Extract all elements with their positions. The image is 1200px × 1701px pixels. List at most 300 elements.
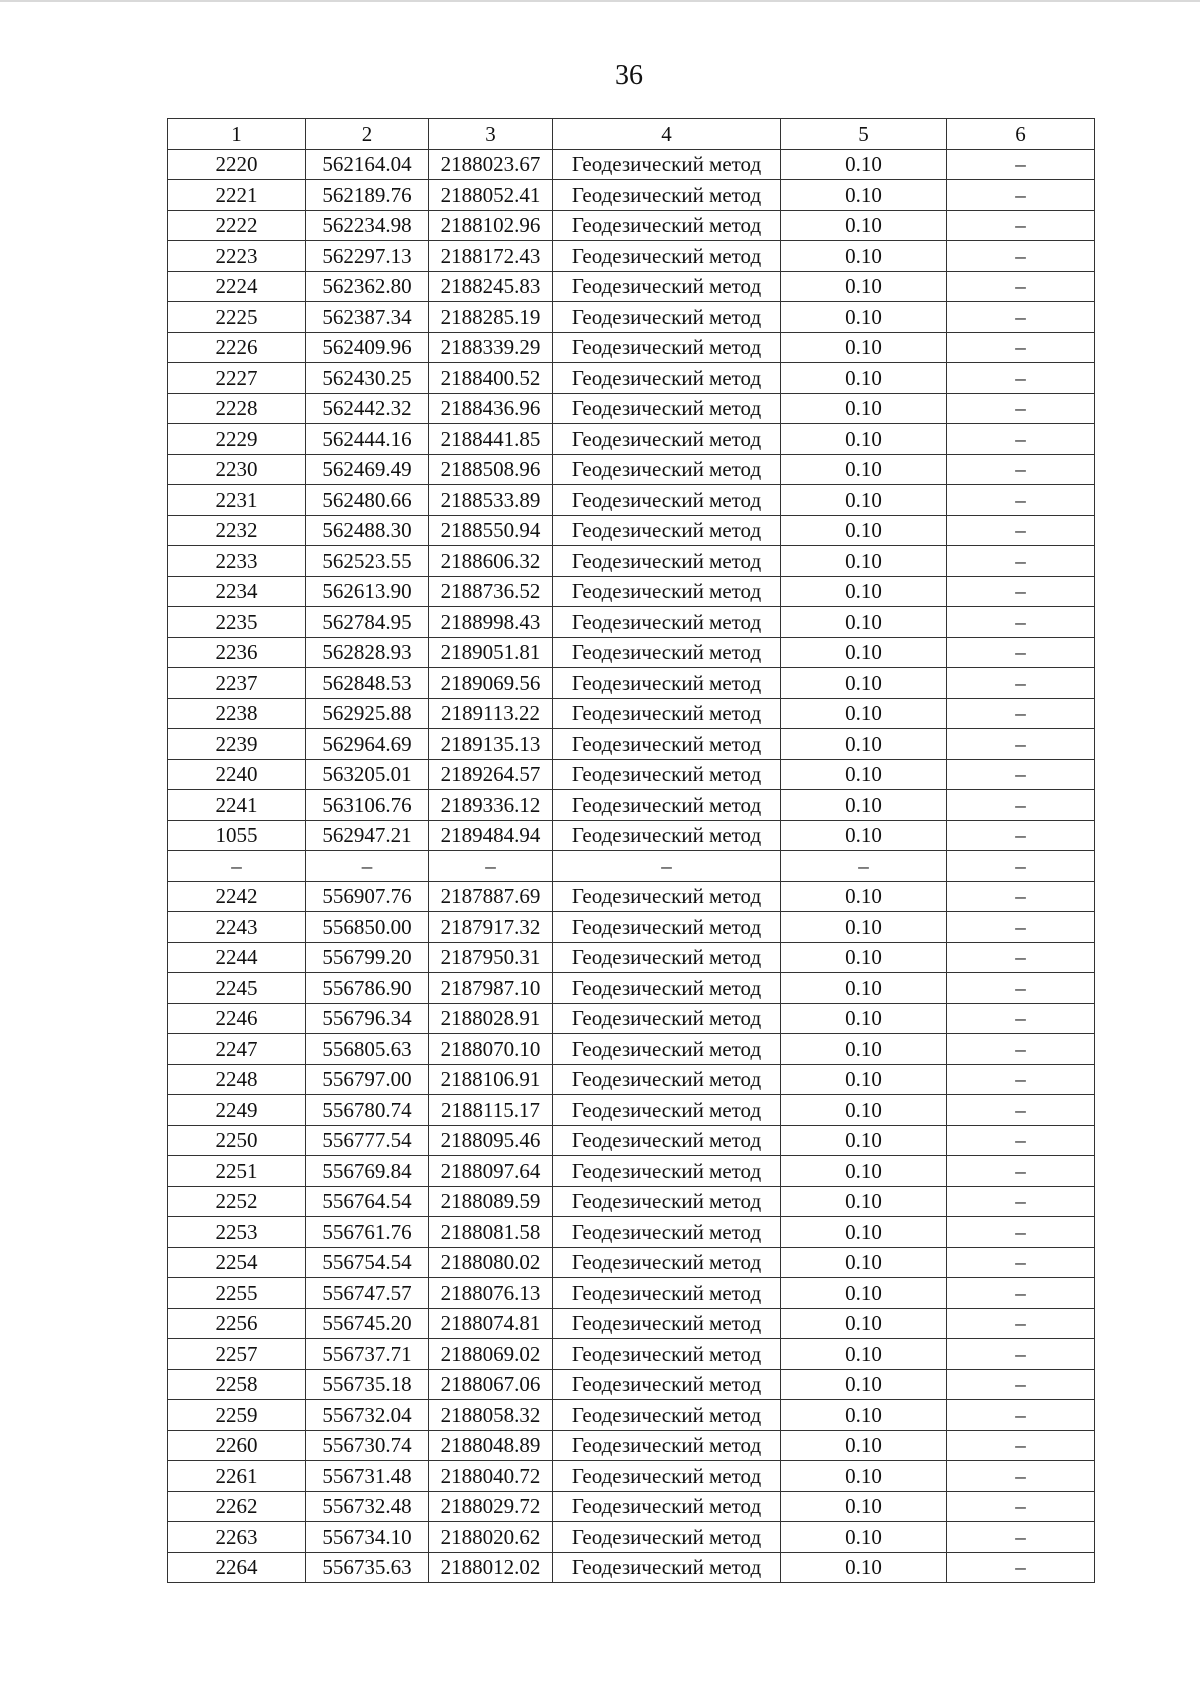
note-cell: –: [947, 1064, 1095, 1095]
y-coordinate-cell: 2188508.96: [429, 454, 553, 485]
accuracy-cell: 0.10: [781, 607, 947, 638]
accuracy-cell: 0.10: [781, 485, 947, 516]
note-cell: –: [947, 180, 1095, 211]
x-coordinate-cell: 556745.20: [306, 1308, 429, 1339]
y-coordinate-cell: 2188080.02: [429, 1247, 553, 1278]
accuracy-cell: 0.10: [781, 424, 947, 455]
point-number-cell: –: [168, 851, 306, 882]
table-row: [168, 1278, 1095, 1309]
table-row: [168, 973, 1095, 1004]
x-coordinate-cell: 562784.95: [306, 607, 429, 638]
y-coordinate-cell: 2188028.91: [429, 1003, 553, 1034]
table-row: [168, 1491, 1095, 1522]
note-cell: –: [947, 1461, 1095, 1492]
y-coordinate-cell: 2188029.72: [429, 1491, 553, 1522]
y-coordinate-cell: 2188606.32: [429, 546, 553, 577]
point-number-cell: 2233: [168, 546, 306, 577]
note-cell: –: [947, 912, 1095, 943]
accuracy-cell: 0.10: [781, 149, 947, 180]
method-cell: Геодезический метод: [553, 1522, 781, 1553]
table-body: [168, 149, 1095, 1583]
method-cell: Геодезический метод: [553, 180, 781, 211]
y-coordinate-cell: 2188081.58: [429, 1217, 553, 1248]
table-row: [168, 912, 1095, 943]
method-cell: Геодезический метод: [553, 1369, 781, 1400]
point-number-cell: 2263: [168, 1522, 306, 1553]
x-coordinate-cell: 556731.48: [306, 1461, 429, 1492]
accuracy-cell: 0.10: [781, 729, 947, 760]
coordinates-table: [167, 118, 1095, 1583]
x-coordinate-cell: 562442.32: [306, 393, 429, 424]
accuracy-cell: 0.10: [781, 1369, 947, 1400]
point-number-cell: 2231: [168, 485, 306, 516]
method-cell: Геодезический метод: [553, 1034, 781, 1065]
accuracy-cell: 0.10: [781, 515, 947, 546]
table-row: [168, 241, 1095, 272]
y-coordinate-cell: 2188023.67: [429, 149, 553, 180]
x-coordinate-cell: 556797.00: [306, 1064, 429, 1095]
x-coordinate-cell: 562430.25: [306, 363, 429, 394]
table-row: [168, 1522, 1095, 1553]
note-cell: –: [947, 241, 1095, 272]
table-row: [168, 1186, 1095, 1217]
x-coordinate-cell: 556732.04: [306, 1400, 429, 1431]
x-coordinate-cell: 562848.53: [306, 668, 429, 699]
y-coordinate-cell: 2188102.96: [429, 210, 553, 241]
y-coordinate-cell: 2187887.69: [429, 881, 553, 912]
method-cell: Геодезический метод: [553, 729, 781, 760]
point-number-cell: 2261: [168, 1461, 306, 1492]
method-cell: Геодезический метод: [553, 241, 781, 272]
accuracy-cell: 0.10: [781, 302, 947, 333]
note-cell: –: [947, 1430, 1095, 1461]
method-cell: Геодезический метод: [553, 485, 781, 516]
table-row: [168, 851, 1095, 882]
y-coordinate-cell: 2188070.10: [429, 1034, 553, 1065]
point-number-cell: 2224: [168, 271, 306, 302]
note-cell: –: [947, 973, 1095, 1004]
point-number-cell: 2226: [168, 332, 306, 363]
y-coordinate-cell: 2188067.06: [429, 1369, 553, 1400]
y-coordinate-cell: 2188172.43: [429, 241, 553, 272]
accuracy-cell: 0.10: [781, 1095, 947, 1126]
note-cell: –: [947, 1491, 1095, 1522]
point-number-cell: 2227: [168, 363, 306, 394]
point-number-cell: 2238: [168, 698, 306, 729]
point-number-cell: 2264: [168, 1552, 306, 1583]
x-coordinate-cell: 556761.76: [306, 1217, 429, 1248]
table-row: [168, 363, 1095, 394]
x-coordinate-cell: 562488.30: [306, 515, 429, 546]
accuracy-cell: 0.10: [781, 454, 947, 485]
point-number-cell: 1055: [168, 820, 306, 851]
point-number-cell: 2239: [168, 729, 306, 760]
y-coordinate-cell: 2188020.62: [429, 1522, 553, 1553]
x-coordinate-cell: 556747.57: [306, 1278, 429, 1309]
method-cell: Геодезический метод: [553, 1308, 781, 1339]
note-cell: –: [947, 790, 1095, 821]
table-row: [168, 759, 1095, 790]
note-cell: –: [947, 454, 1095, 485]
point-number-cell: 2251: [168, 1156, 306, 1187]
point-number-cell: 2241: [168, 790, 306, 821]
accuracy-cell: 0.10: [781, 332, 947, 363]
method-cell: Геодезический метод: [553, 1430, 781, 1461]
table-row: [168, 546, 1095, 577]
x-coordinate-cell: 562297.13: [306, 241, 429, 272]
x-coordinate-cell: 562613.90: [306, 576, 429, 607]
header-cell-4: 4: [553, 119, 781, 150]
table-row: [168, 393, 1095, 424]
accuracy-cell: 0.10: [781, 1125, 947, 1156]
table-row: [168, 637, 1095, 668]
note-cell: –: [947, 546, 1095, 577]
x-coordinate-cell: 562947.21: [306, 820, 429, 851]
point-number-cell: 2220: [168, 149, 306, 180]
method-cell: Геодезический метод: [553, 302, 781, 333]
point-number-cell: 2236: [168, 637, 306, 668]
table-row: [168, 942, 1095, 973]
y-coordinate-cell: 2188436.96: [429, 393, 553, 424]
y-coordinate-cell: 2188245.83: [429, 271, 553, 302]
method-cell: Геодезический метод: [553, 271, 781, 302]
x-coordinate-cell: 562828.93: [306, 637, 429, 668]
accuracy-cell: 0.10: [781, 912, 947, 943]
y-coordinate-cell: 2188441.85: [429, 424, 553, 455]
page-number: 36: [615, 60, 643, 91]
header-cell-6: 6: [947, 119, 1095, 150]
method-cell: Геодезический метод: [553, 759, 781, 790]
accuracy-cell: 0.10: [781, 820, 947, 851]
y-coordinate-cell: –: [429, 851, 553, 882]
note-cell: –: [947, 210, 1095, 241]
y-coordinate-cell: 2188998.43: [429, 607, 553, 638]
note-cell: –: [947, 1522, 1095, 1553]
accuracy-cell: 0.10: [781, 942, 947, 973]
y-coordinate-cell: 2187987.10: [429, 973, 553, 1004]
note-cell: –: [947, 1003, 1095, 1034]
accuracy-cell: 0.10: [781, 180, 947, 211]
method-cell: Геодезический метод: [553, 1400, 781, 1431]
note-cell: –: [947, 1034, 1095, 1065]
point-number-cell: 2254: [168, 1247, 306, 1278]
y-coordinate-cell: 2188106.91: [429, 1064, 553, 1095]
note-cell: –: [947, 698, 1095, 729]
x-coordinate-cell: 556777.54: [306, 1125, 429, 1156]
y-coordinate-cell: 2189264.57: [429, 759, 553, 790]
method-cell: Геодезический метод: [553, 1552, 781, 1583]
method-cell: Геодезический метод: [553, 332, 781, 363]
note-cell: –: [947, 881, 1095, 912]
x-coordinate-cell: 556764.54: [306, 1186, 429, 1217]
accuracy-cell: 0.10: [781, 1308, 947, 1339]
table-row: [168, 1369, 1095, 1400]
note-cell: –: [947, 1217, 1095, 1248]
accuracy-cell: 0.10: [781, 1003, 947, 1034]
method-cell: Геодезический метод: [553, 424, 781, 455]
y-coordinate-cell: 2188048.89: [429, 1430, 553, 1461]
method-cell: Геодезический метод: [553, 1339, 781, 1370]
note-cell: –: [947, 1186, 1095, 1217]
y-coordinate-cell: 2189336.12: [429, 790, 553, 821]
y-coordinate-cell: 2187917.32: [429, 912, 553, 943]
x-coordinate-cell: 556769.84: [306, 1156, 429, 1187]
method-cell: Геодезический метод: [553, 515, 781, 546]
accuracy-cell: 0.10: [781, 271, 947, 302]
note-cell: –: [947, 1125, 1095, 1156]
y-coordinate-cell: 2188736.52: [429, 576, 553, 607]
accuracy-cell: 0.10: [781, 698, 947, 729]
table-row: [168, 1003, 1095, 1034]
x-coordinate-cell: 562234.98: [306, 210, 429, 241]
point-number-cell: 2259: [168, 1400, 306, 1431]
y-coordinate-cell: 2188115.17: [429, 1095, 553, 1126]
table-row: [168, 302, 1095, 333]
table-row: [168, 271, 1095, 302]
table-row: [168, 149, 1095, 180]
header-cell-1: 1: [168, 119, 306, 150]
table-row: [168, 881, 1095, 912]
table-row: [168, 820, 1095, 851]
point-number-cell: 2260: [168, 1430, 306, 1461]
x-coordinate-cell: 556735.63: [306, 1552, 429, 1583]
note-cell: –: [947, 485, 1095, 516]
y-coordinate-cell: 2188074.81: [429, 1308, 553, 1339]
table-row: [168, 1125, 1095, 1156]
method-cell: Геодезический метод: [553, 1003, 781, 1034]
method-cell: Геодезический метод: [553, 1217, 781, 1248]
point-number-cell: 2252: [168, 1186, 306, 1217]
y-coordinate-cell: 2188052.41: [429, 180, 553, 211]
table-row: [168, 485, 1095, 516]
point-number-cell: 2232: [168, 515, 306, 546]
note-cell: –: [947, 942, 1095, 973]
table-row: [168, 515, 1095, 546]
point-number-cell: 2235: [168, 607, 306, 638]
method-cell: Геодезический метод: [553, 1125, 781, 1156]
table-row: [168, 1461, 1095, 1492]
y-coordinate-cell: 2188097.64: [429, 1156, 553, 1187]
table-row: [168, 1339, 1095, 1370]
y-coordinate-cell: 2188069.02: [429, 1339, 553, 1370]
method-cell: Геодезический метод: [553, 1186, 781, 1217]
method-cell: Геодезический метод: [553, 607, 781, 638]
x-coordinate-cell: 556732.48: [306, 1491, 429, 1522]
y-coordinate-cell: 2188533.89: [429, 485, 553, 516]
table-row: [168, 454, 1095, 485]
x-coordinate-cell: 563106.76: [306, 790, 429, 821]
method-cell: Геодезический метод: [553, 1461, 781, 1492]
x-coordinate-cell: 556786.90: [306, 973, 429, 1004]
method-cell: –: [553, 851, 781, 882]
y-coordinate-cell: 2189484.94: [429, 820, 553, 851]
table-row: [168, 210, 1095, 241]
point-number-cell: 2230: [168, 454, 306, 485]
y-coordinate-cell: 2188339.29: [429, 332, 553, 363]
method-cell: Геодезический метод: [553, 363, 781, 394]
point-number-cell: 2255: [168, 1278, 306, 1309]
table-row: [168, 1552, 1095, 1583]
method-cell: Геодезический метод: [553, 1247, 781, 1278]
point-number-cell: 2258: [168, 1369, 306, 1400]
point-number-cell: 2237: [168, 668, 306, 699]
x-coordinate-cell: 562189.76: [306, 180, 429, 211]
table-row: [168, 1156, 1095, 1187]
method-cell: Геодезический метод: [553, 454, 781, 485]
note-cell: –: [947, 393, 1095, 424]
x-coordinate-cell: 556735.18: [306, 1369, 429, 1400]
x-coordinate-cell: 562444.16: [306, 424, 429, 455]
y-coordinate-cell: 2188550.94: [429, 515, 553, 546]
method-cell: Геодезический метод: [553, 393, 781, 424]
y-coordinate-cell: 2189113.22: [429, 698, 553, 729]
x-coordinate-cell: 556850.00: [306, 912, 429, 943]
method-cell: Геодезический метод: [553, 210, 781, 241]
point-number-cell: 2225: [168, 302, 306, 333]
note-cell: –: [947, 1552, 1095, 1583]
accuracy-cell: –: [781, 851, 947, 882]
x-coordinate-cell: 562164.04: [306, 149, 429, 180]
note-cell: –: [947, 332, 1095, 363]
point-number-cell: 2249: [168, 1095, 306, 1126]
table-row: [168, 1034, 1095, 1065]
x-coordinate-cell: 562964.69: [306, 729, 429, 760]
x-coordinate-cell: 562480.66: [306, 485, 429, 516]
table-row: [168, 790, 1095, 821]
note-cell: –: [947, 637, 1095, 668]
x-coordinate-cell: 556737.71: [306, 1339, 429, 1370]
accuracy-cell: 0.10: [781, 1278, 947, 1309]
y-coordinate-cell: 2188285.19: [429, 302, 553, 333]
x-coordinate-cell: 556780.74: [306, 1095, 429, 1126]
point-number-cell: 2246: [168, 1003, 306, 1034]
note-cell: –: [947, 1278, 1095, 1309]
accuracy-cell: 0.10: [781, 668, 947, 699]
note-cell: –: [947, 851, 1095, 882]
note-cell: –: [947, 363, 1095, 394]
x-coordinate-cell: 556907.76: [306, 881, 429, 912]
method-cell: Геодезический метод: [553, 912, 781, 943]
point-number-cell: 2262: [168, 1491, 306, 1522]
note-cell: –: [947, 820, 1095, 851]
method-cell: Геодезический метод: [553, 881, 781, 912]
table-row: [168, 729, 1095, 760]
table-row: [168, 424, 1095, 455]
note-cell: –: [947, 729, 1095, 760]
note-cell: –: [947, 424, 1095, 455]
table-row: [168, 1095, 1095, 1126]
accuracy-cell: 0.10: [781, 1156, 947, 1187]
x-coordinate-cell: 556754.54: [306, 1247, 429, 1278]
table-row: [168, 1217, 1095, 1248]
note-cell: –: [947, 1095, 1095, 1126]
point-number-cell: 2228: [168, 393, 306, 424]
x-coordinate-cell: –: [306, 851, 429, 882]
x-coordinate-cell: 562523.55: [306, 546, 429, 577]
y-coordinate-cell: 2188089.59: [429, 1186, 553, 1217]
point-number-cell: 2244: [168, 942, 306, 973]
method-cell: Геодезический метод: [553, 698, 781, 729]
method-cell: Геодезический метод: [553, 1064, 781, 1095]
table-row: [168, 332, 1095, 363]
accuracy-cell: 0.10: [781, 1247, 947, 1278]
x-coordinate-cell: 563205.01: [306, 759, 429, 790]
method-cell: Геодезический метод: [553, 973, 781, 1004]
point-number-cell: 2229: [168, 424, 306, 455]
y-coordinate-cell: 2189069.56: [429, 668, 553, 699]
note-cell: –: [947, 1156, 1095, 1187]
method-cell: Геодезический метод: [553, 790, 781, 821]
accuracy-cell: 0.10: [781, 1339, 947, 1370]
method-cell: Геодезический метод: [553, 546, 781, 577]
y-coordinate-cell: 2188012.02: [429, 1552, 553, 1583]
point-number-cell: 2243: [168, 912, 306, 943]
note-cell: –: [947, 1400, 1095, 1431]
header-cell-3: 3: [429, 119, 553, 150]
accuracy-cell: 0.10: [781, 1400, 947, 1431]
method-cell: Геодезический метод: [553, 942, 781, 973]
x-coordinate-cell: 562469.49: [306, 454, 429, 485]
table-header-row: [168, 119, 1095, 150]
y-coordinate-cell: 2187950.31: [429, 942, 553, 973]
point-number-cell: 2256: [168, 1308, 306, 1339]
y-coordinate-cell: 2189051.81: [429, 637, 553, 668]
accuracy-cell: 0.10: [781, 1034, 947, 1065]
note-cell: –: [947, 1247, 1095, 1278]
method-cell: Геодезический метод: [553, 576, 781, 607]
method-cell: Геодезический метод: [553, 1491, 781, 1522]
point-number-cell: 2234: [168, 576, 306, 607]
note-cell: –: [947, 668, 1095, 699]
accuracy-cell: 0.10: [781, 881, 947, 912]
note-cell: –: [947, 271, 1095, 302]
point-number-cell: 2245: [168, 973, 306, 1004]
accuracy-cell: 0.10: [781, 1430, 947, 1461]
accuracy-cell: 0.10: [781, 759, 947, 790]
point-number-cell: 2222: [168, 210, 306, 241]
method-cell: Геодезический метод: [553, 1095, 781, 1126]
point-number-cell: 2240: [168, 759, 306, 790]
y-coordinate-cell: 2188076.13: [429, 1278, 553, 1309]
table-row: [168, 1400, 1095, 1431]
method-cell: Геодезический метод: [553, 1278, 781, 1309]
note-cell: –: [947, 302, 1095, 333]
point-number-cell: 2257: [168, 1339, 306, 1370]
table-row: [168, 1064, 1095, 1095]
note-cell: –: [947, 1308, 1095, 1339]
note-cell: –: [947, 607, 1095, 638]
accuracy-cell: 0.10: [781, 1491, 947, 1522]
table-row: [168, 1247, 1095, 1278]
point-number-cell: 2247: [168, 1034, 306, 1065]
point-number-cell: 2253: [168, 1217, 306, 1248]
scan-edge: [0, 0, 1200, 2]
accuracy-cell: 0.10: [781, 210, 947, 241]
x-coordinate-cell: 556799.20: [306, 942, 429, 973]
x-coordinate-cell: 562925.88: [306, 698, 429, 729]
accuracy-cell: 0.10: [781, 1522, 947, 1553]
y-coordinate-cell: 2188400.52: [429, 363, 553, 394]
accuracy-cell: 0.10: [781, 637, 947, 668]
point-number-cell: 2242: [168, 881, 306, 912]
accuracy-cell: 0.10: [781, 1552, 947, 1583]
table-row: [168, 668, 1095, 699]
point-number-cell: 2250: [168, 1125, 306, 1156]
accuracy-cell: 0.10: [781, 546, 947, 577]
accuracy-cell: 0.10: [781, 790, 947, 821]
note-cell: –: [947, 515, 1095, 546]
point-number-cell: 2248: [168, 1064, 306, 1095]
